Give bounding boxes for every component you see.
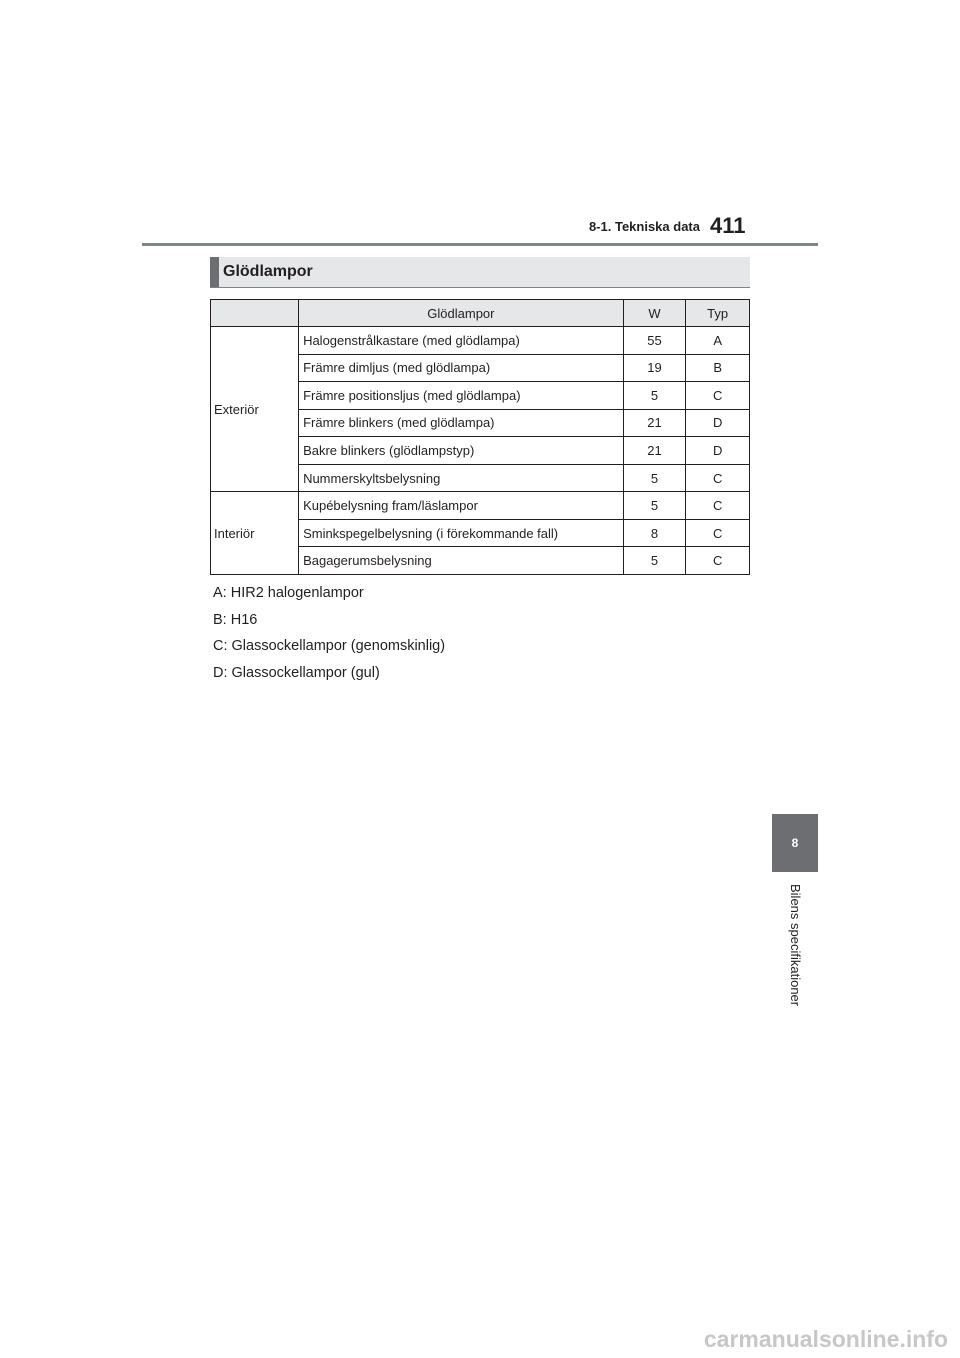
- bulb-type-legend: [213, 580, 753, 686]
- type-cell: C: [686, 519, 750, 547]
- column-header-type: Typ: [686, 300, 750, 327]
- type-cell: D: [686, 409, 750, 437]
- table-row: [211, 327, 750, 355]
- area-cell-exterior: Exteriör: [211, 327, 299, 492]
- column-header-area: [211, 300, 299, 327]
- type-cell: B: [686, 354, 750, 382]
- bulb-name-cell: Främre positionsljus (med glödlampa): [299, 382, 624, 410]
- bulb-name-cell: Nummerskyltsbelysning: [299, 464, 624, 492]
- type-cell: C: [686, 492, 750, 520]
- area-cell-interior: Interiör: [211, 492, 299, 575]
- legend-item-a: A: HIR2 halogenlampor: [213, 585, 364, 601]
- bulb-name-cell: Främre dimljus (med glödlampa): [299, 354, 624, 382]
- chapter-title: Bilens specifikationer: [788, 884, 803, 1007]
- bulb-name-cell: Halogenstrålkastare (med glödlampa): [299, 327, 624, 355]
- table-header-row: [211, 300, 750, 327]
- watt-cell: 5: [623, 382, 686, 410]
- watt-cell: 5: [623, 464, 686, 492]
- section-title: 8-1. Tekniska data: [588, 219, 700, 234]
- watt-cell: 8: [623, 519, 686, 547]
- chapter-tab: 8: [772, 814, 818, 872]
- type-cell: C: [686, 547, 750, 575]
- header-divider: [142, 243, 818, 246]
- type-cell: C: [686, 382, 750, 410]
- bulb-name-cell: Bagagerumsbelysning: [299, 547, 624, 575]
- bulb-table: [210, 299, 750, 575]
- bulb-name-cell: Kupébelysning fram/läslampor: [299, 492, 624, 520]
- type-cell: A: [686, 327, 750, 355]
- legend-item-b: B: H16: [213, 611, 258, 628]
- section-heading: [210, 257, 750, 288]
- watt-cell: 5: [623, 492, 686, 520]
- column-header-watt: W: [623, 300, 686, 327]
- legend-item-c: C: Glassockellampor (genomskinlig): [213, 638, 446, 654]
- watt-cell: 21: [623, 437, 686, 465]
- column-header-bulbs: Glödlampor: [299, 300, 624, 327]
- watt-cell: 55: [623, 327, 686, 355]
- watermark: carmanualsonline.info: [703, 1326, 948, 1352]
- type-cell: C: [686, 464, 750, 492]
- watt-cell: 5: [623, 547, 686, 575]
- heading-accent-bar: [210, 257, 219, 287]
- bulb-name-cell: Bakre blinkers (glödlampstyp): [299, 437, 624, 465]
- table-row: [211, 492, 750, 520]
- page-number: 411: [710, 213, 746, 238]
- type-cell: D: [686, 437, 750, 465]
- bulb-name-cell: Sminkspegelbelysning (i förekommande fall): [299, 519, 624, 547]
- bulb-name-cell: Främre blinkers (med glödlampa): [299, 409, 624, 437]
- legend-item-d: D: Glassockellampor (gul): [213, 664, 380, 681]
- watt-cell: 19: [623, 354, 686, 382]
- watt-cell: 21: [623, 409, 686, 437]
- section-heading-title: Glödlampor: [223, 263, 313, 280]
